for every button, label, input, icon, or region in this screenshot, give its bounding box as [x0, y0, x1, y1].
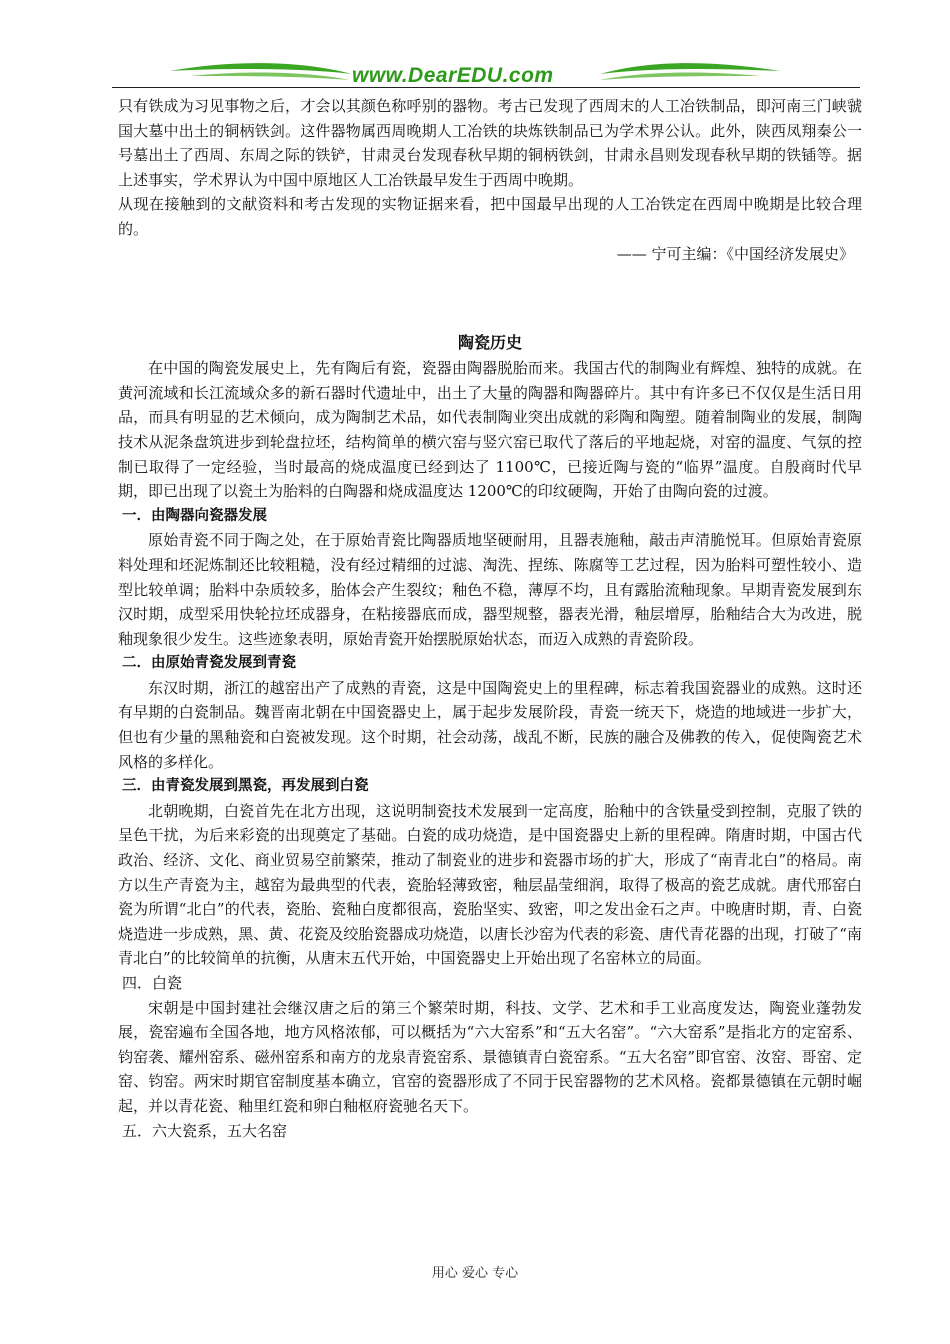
source-citation: —— 宁可主编：《中国经济发展史》 — [616, 244, 854, 263]
section-2-body: 东汉时期，浙江的越窑出产了成熟的青瓷，这是中国陶瓷史上的里程碑，标志着我国瓷器业的成熟。这时还有早期的白瓷制品。魏晋南北朝在中国瓷器史上，属于起步发展阶段，青瓷一统天下，烧造的地域进一步扩大，但也有少量的黑釉瓷和白瓷被发现。这个时期，社会动荡，战乱不断，民族的融合及佛教的传入，促使陶瓷艺术风格的多样化。 — [118, 678, 862, 771]
article-title: 陶瓷历史 — [457, 333, 522, 353]
section-4-heading: 四．白瓷 — [122, 974, 183, 992]
section-1-heading: 一．由陶器向瓷器发展 — [122, 507, 267, 524]
site-brand[interactable]: www.DearEDU.com — [352, 64, 554, 87]
section-2-heading: 二．由原始青瓷发展到青瓷 — [122, 655, 296, 672]
section-1-body: 原始青瓷不同于陶之处，在于原始青瓷比陶器质地坚硬耐用，且器表施釉，敲击声清脆悦耳。但原始青瓷原料处理和坯泥炼制还比较粗糙，没有经过精细的过滤、淘洗、捏练、陈腐等工艺过程，因为胎料可塑性较小、造型比较单调；胎料中杂质较多，胎体会产生裂纹；釉色不稳，薄厚不均，且有露胎流釉现象。早期青瓷发展到东汉时期，成型采用快轮拉坯成器身，在粘接器底而成，器型规整，器表光滑，釉层增厚，胎釉结合大为改进，脱釉现象很少发生。这些迹象表明，原始青瓷开始摆脱原始状态，而迈入成熟的青瓷阶段。 — [118, 531, 862, 648]
header-rule — [112, 87, 860, 88]
page-header — [0, 52, 950, 92]
intro-paragraph-1: 只有铁成为习见事物之后，才会以其颜色称呼别的器物。考古已发现了西周末的人工冶铁制品，即河南三门峡虢国大墓中出土的铜柄铁剑。这件器物属西周晚期人工冶铁的块炼铁制品已为学术界公认。此外，陕西凤翔秦公一号墓出土了西周、东周之际的铁铲，甘肃灵台发现春秋早期的铜柄铁剑，甘肃永昌则发现春秋早期的铁锸等。据上述事实，学术界认为中国中原地区人工冶铁最早发生于西周中晚期。 — [118, 97, 862, 189]
section-3-heading: 三．由青瓷发展到黑瓷，再发展到白瓷 — [122, 778, 369, 795]
section-spacer — [118, 266, 862, 330]
page-footer: 用心 爱心 专心 — [431, 1266, 519, 1281]
intro-paragraph-2: 从现在接触到的文献资料和考古发现的实物证据来看，把中国最早出现的人工冶铁定在西周中晚期是比较合理的。 — [118, 195, 862, 238]
section-5-heading: 五．六大瓷系，五大名窑 — [122, 1121, 288, 1140]
document-body — [118, 94, 862, 1143]
section-3-body: 北朝晚期，白瓷首先在北方出现，这说明制瓷技术发展到一定高度，胎釉中的含铁量受到控制，克服了铁的呈色干扰，为后来彩瓷的出现奠定了基础。白瓷的成功烧造，是中国瓷器史上新的里程碑。隋唐时期，中国古代政治、经济、文化、商业贸易空前繁荣，推动了制瓷业的进步和瓷器市场的扩大，形成了“南青北白”的格局。南方以生产青瓷为主，越窑为最典型的代表，瓷胎轻薄致密，釉层晶莹细润，取得了极高的瓷艺成就。唐代邢窑白瓷为所谓“北白”的代表，瓷胎、瓷釉白度都很高，瓷胎坚实、致密，叩之发出金石之声。中晚唐时期，青、白瓷烧造进一步成熟，黑、黄、花瓷及绞胎瓷器成功烧造，以唐长沙窑为代表的彩瓷、唐代青花器的出现，打破了“南青北白”的比较简单的抗衡，从唐末五代开始，中国瓷器史上开始出现了名窑林立的局面。 — [118, 801, 862, 968]
article-intro: 在中国的陶瓷发展史上，先有陶后有瓷，瓷器由陶器脱胎而来。我国古代的制陶业有辉煌、独特的成就。在黄河流域和长江流域众多的新石器时代遗址中，出土了大量的陶器和陶器碎片。其中有许多已不仅仅是生活日用品，而具有明显的艺术倾向，成为陶制艺术品，如代表制陶业突出成就的彩陶和陶塑。随着制陶业的发展，制陶技术从泥条盘筑进步到轮盘拉坯，结构简单的横穴窑与竖穴窑已取代了落后的平地起烧，对窑的温度、气氛的控制已取得了一定经验，当时最高的烧成温度已经到达了 1100℃，已接近陶与瓷的“临界”温度。自殷商时代早期，即已出现了以瓷土为胎料的白陶器和烧成温度达 1200℃的印纹硬陶，开始了由陶向瓷的过渡。 — [118, 359, 862, 501]
section-4-body: 宋朝是中国封建社会继汉唐之后的第三个繁荣时期，科技、文学、艺术和手工业高度发达，陶瓷业蓬勃发展，瓷窑遍布全国各地，地方风格浓郁，可以概括为“六大窑系”和“五大名窑”。“六大窑系”是指北方的定窑系、钧窑袭、耀州窑系、磁州窑系和南方的龙泉青瓷窑系、景德镇青白瓷窑系。“五大名窑”即官窑、汝窑、哥窑、定窑、钧窑。两宋时期官窑制度基本确立，官窑的瓷器形成了不同于民窑器物的艺术风格。瓷都景德镇在元朝时崛起，并以青花瓷、釉里红瓷和卵白釉枢府瓷驰名天下。 — [118, 998, 862, 1115]
